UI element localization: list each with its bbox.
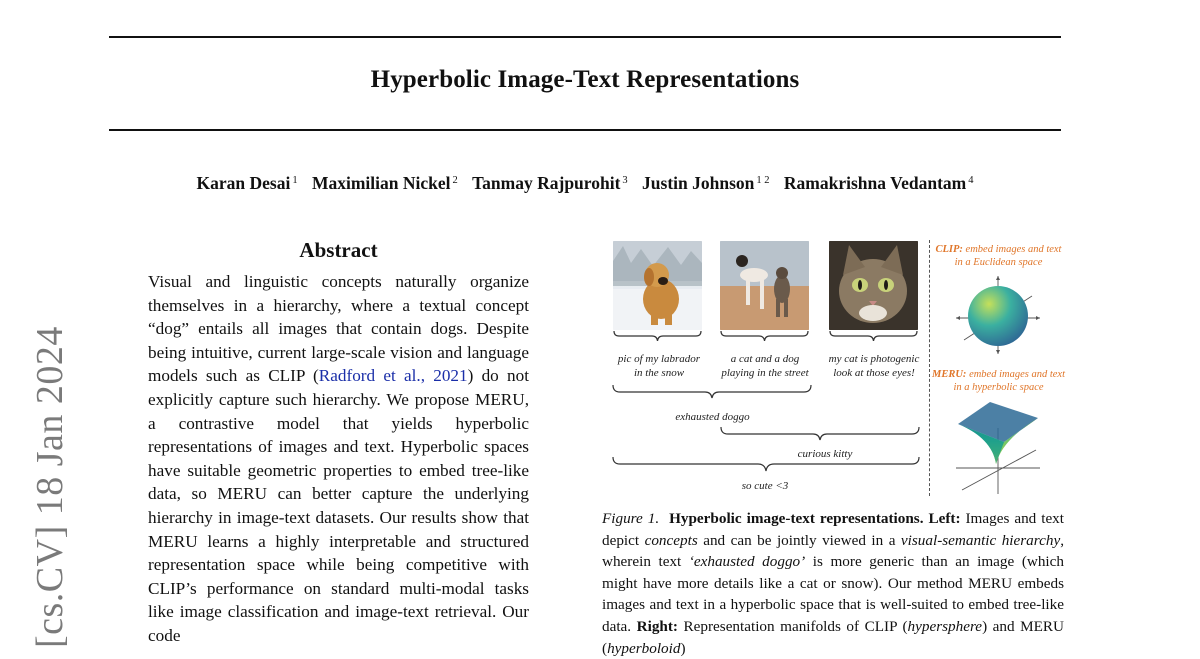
caption-text: )	[680, 639, 686, 657]
author-name: Karan Desai	[196, 173, 291, 193]
labrador-illustration	[613, 241, 702, 330]
caption-line: in the snow	[633, 367, 685, 379]
author	[197, 173, 298, 193]
author-name: Tanmay Rajpurohit	[472, 173, 621, 193]
labrador-photo	[613, 241, 702, 330]
caption-line: pic of my labrador	[617, 353, 701, 365]
caption-emph: ‘exhausted doggo’	[688, 553, 806, 571]
caption-text: , wherein text	[602, 531, 1064, 571]
brace-labrador	[613, 330, 702, 342]
title-rule-top	[109, 36, 1061, 38]
author-list	[109, 173, 1061, 194]
clip-label	[931, 243, 1066, 269]
abstract-text	[148, 270, 529, 648]
brace-cat	[829, 330, 918, 342]
clip-label-bold: CLIP:	[935, 244, 963, 255]
arxiv-watermark: [cs.CV] 18 Jan 2024	[29, 326, 71, 648]
meru-hyperboloid-diagram	[952, 398, 1044, 498]
brace-curious-kitty	[720, 426, 920, 442]
figure-number: Figure 1.	[602, 510, 660, 527]
caption-text: is more generic than an image (which might have more details like a cat or snow). Our method MERU embeds images and text in a hyperbolic space that is well-suited to embed tree-like data.	[602, 553, 1064, 635]
brace-cat-dog	[720, 330, 809, 342]
caption-emph: concepts	[644, 531, 698, 549]
caption-text: ) and MERU (	[602, 617, 1064, 657]
author	[642, 173, 769, 193]
author-name: Maximilian Nickel	[311, 173, 451, 193]
caption-line: playing in the street	[721, 367, 809, 379]
abstract-heading: Abstract	[299, 238, 378, 262]
caption-cat-dog	[708, 352, 822, 380]
clip-label-text: embed images and text in a Euclidean space	[954, 244, 1062, 268]
caption-line: my cat is photogenic	[828, 353, 920, 365]
title-rule-bottom	[109, 129, 1061, 131]
author	[784, 173, 974, 193]
meru-label	[931, 368, 1066, 394]
figure-caption	[602, 508, 1064, 659]
author-affiliation: 3	[622, 175, 628, 186]
caption-labrador	[604, 352, 714, 380]
caption-curious-kitty: curious kitty	[797, 448, 853, 460]
cat-photo	[829, 241, 918, 330]
caption-left-label: Left:	[928, 510, 961, 527]
author	[472, 173, 628, 193]
meru-label-bold: MERU:	[932, 369, 967, 380]
caption-cat	[818, 352, 930, 380]
caption-text: Images and text depict	[602, 510, 1064, 549]
author	[312, 173, 458, 193]
brace-so-cute	[612, 456, 920, 474]
author-affiliation: 1 2	[756, 175, 770, 186]
figure-title: Hyperbolic image-text representations.	[669, 510, 924, 527]
citation-link[interactable]: Radford et al., 2021	[318, 366, 468, 386]
cat-dog-illustration	[720, 241, 809, 330]
figure-divider	[929, 240, 930, 496]
caption-right-label: Right:	[636, 617, 678, 635]
author-affiliation: 2	[452, 175, 458, 186]
figure-1	[600, 238, 1065, 500]
brace-exhausted-doggo	[612, 384, 812, 400]
author-affiliation: 4	[968, 175, 974, 186]
caption-line: look at those eyes!	[833, 367, 915, 379]
caption-emph: hypersphere	[907, 617, 983, 635]
caption-exhausted-doggo: exhausted doggo	[675, 411, 750, 423]
cat-illustration	[829, 241, 918, 330]
clip-hypersphere-diagram	[952, 274, 1044, 358]
meru-label-text: embed images and text in a hyperbolic space	[953, 369, 1065, 393]
caption-emph: visual-semantic hierarchy	[900, 531, 1061, 549]
author-affiliation: 1	[292, 175, 298, 186]
abstract-text-part: ) do not explicitly capture such hierarchy. We propose MERU, a contrastive model that yields hyperbolic representations of images and text. Hyperbolic spaces have suitable geometric properties to embed tree-like data, so MERU can better capture the underlying hierarchy in image-text datasets. Our results show that MERU learns a highly interpretable and structured representation space while being competitive with CLIP’s performance on standard multi-modal tasks like image classification and image-text retrieval. Our code	[148, 366, 529, 645]
caption-text: and can be jointly viewed in a	[697, 531, 901, 549]
abstract-text-part: Visual and linguistic concepts naturally organize themselves in a hierarchy, where a textual concept “dog” entails all images that contain dogs. Despite being intuitive, current large-scale vision and language models such as CLIP (	[148, 272, 529, 386]
caption-line: a cat and a dog	[730, 353, 800, 365]
caption-text: Representation manifolds of CLIP (	[677, 617, 908, 635]
author-name: Justin Johnson	[642, 173, 755, 193]
caption-emph: hyperboloid	[607, 639, 681, 657]
cat-and-dog-photo	[720, 241, 809, 330]
author-name: Ramakrishna Vedantam	[783, 173, 967, 193]
paper-title: Hyperbolic Image-Text Representations	[370, 66, 800, 93]
caption-so-cute: so cute <3	[741, 480, 789, 492]
